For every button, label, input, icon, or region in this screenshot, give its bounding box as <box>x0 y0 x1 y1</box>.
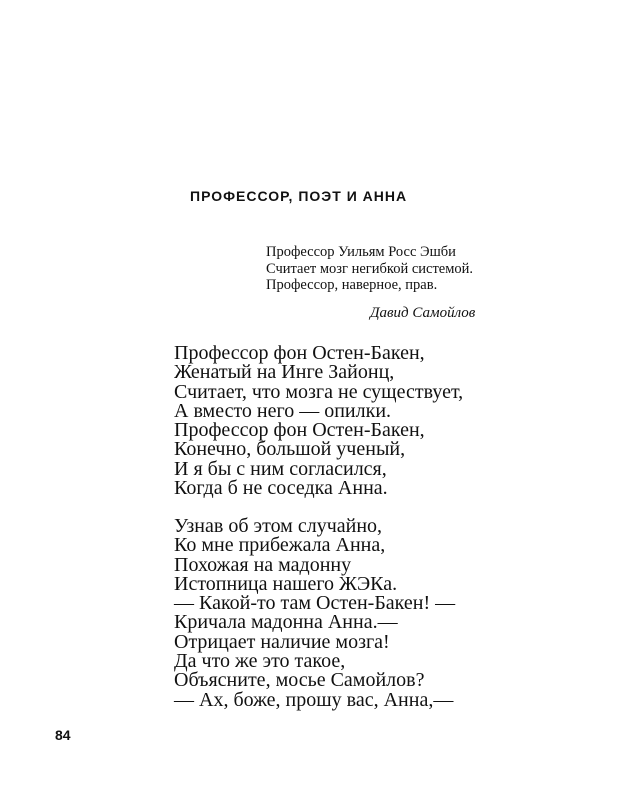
poem-title: ПРОФЕССОР, ПОЭТ И АННА <box>190 188 408 204</box>
verse-line: Узнав об этом случайно, <box>174 515 383 537</box>
stanza-2 <box>174 517 455 710</box>
verse-line: — Ах, боже, прошу вас, Анна,— <box>174 688 454 711</box>
stanza-1 <box>174 344 463 498</box>
verse-line: Да что же это такое, <box>174 650 346 673</box>
verse-line: А вместо него — опилки. <box>174 399 392 422</box>
verse-line: Женатый на Инге Зайонц, <box>174 361 395 384</box>
verse-line: Истопница нашего ЖЭКа. <box>174 572 398 595</box>
epigraph-line: Профессор Уильям Росс Эшби <box>266 244 456 260</box>
verse-line: Профессор фон Остен-Бакен, <box>174 419 425 442</box>
verse-line: Когда б не соседка Анна. <box>174 477 388 500</box>
page-number: 84 <box>55 727 71 743</box>
verse-line: Объясните, мосье Самойлов? <box>174 669 425 692</box>
epigraph-author: Давид Самойлов <box>370 305 476 321</box>
verse-line: Профессор фон Остен-Бакен, <box>174 342 425 364</box>
verse-line: Конечно, большой ученый, <box>174 438 406 461</box>
verse-line: Похожая на мадонну <box>174 553 352 576</box>
epigraph-line: Профессор, наверное, прав. <box>266 277 438 293</box>
epigraph <box>266 244 473 294</box>
verse-line: Отрицает наличие мозга! <box>174 630 390 653</box>
verse-line: Ко мне прибежала Анна, <box>174 534 386 557</box>
verse-line: Считает, что мозга не существует, <box>174 380 464 403</box>
verse-line: Кричала мадонна Анна.— <box>174 611 398 634</box>
verse-line: — Какой-то там Остен-Бакен! — <box>174 592 456 615</box>
epigraph-line: Считает мозг негибкой системой. <box>266 260 474 277</box>
verse-line: И я бы с ним согласился, <box>174 457 387 480</box>
